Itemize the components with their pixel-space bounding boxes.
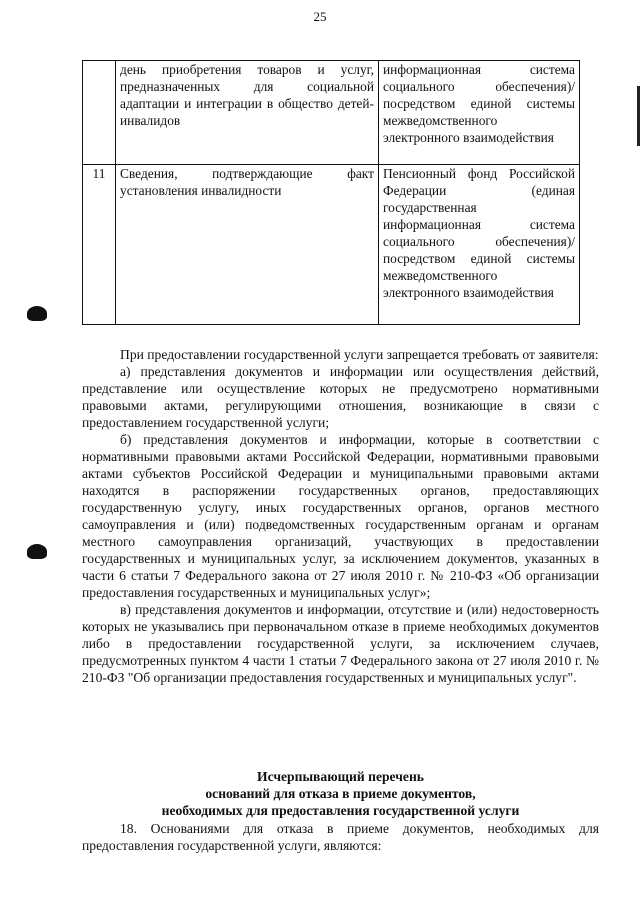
table-row: [83, 61, 580, 165]
prohibition-item-b: б) представления документов и информации, которые в соответствии с нормативными правовыми актами Российской Федерации, нормативными правовыми актами субъектов Российской Федерации и муниципальными правовыми актами находятся в распоряжении государственных органов, предоставляющих государственную услугу, иных государственных органов, органов местного самоуправления и (или) подведомственных государственным органам и органам местного самоуправления организаций, участвующих в предоставлении государственных и муниципальных услуг, за исключением документов, указанных в части 6 статьи 7 Федерального закона от 27 июля 2010 г. № 210-ФЗ «Об организации предоставления государственных и муниципальных услуг»;: [82, 432, 599, 600]
paragraph-18: 18. Основаниями для отказа в приеме документов, необходимых для предоставления государственной услуги, являются:: [82, 821, 599, 853]
heading-line-1: Исчерпывающий перечень: [257, 769, 424, 784]
paragraph-18-block: [82, 820, 599, 854]
prohibition-intro: При предоставлении государственной услуги запрещается требовать от заявителя:: [120, 347, 599, 362]
document-info-cell: Сведения, подтверждающие факт установления инвалидности: [116, 165, 379, 325]
section-heading: [82, 768, 599, 819]
heading-line-3: необходимых для предоставления государственной услуги: [161, 803, 520, 818]
document-info-cell: день приобретения товаров и услуг, предназначенных для социальной адаптации и интеграции в общество детей-инвалидов: [116, 61, 379, 165]
table-row: [83, 165, 580, 325]
source-cell: информационная система социального обеспечения)/посредством единой системы межведомственного электронного взаимодействия: [379, 61, 580, 165]
prohibition-item-a: а) представления документов и информации или осуществления действий, представление или осуществление которых не предусмотрено нормативными правовыми актами, регулирующими отношения, возникающие в связи с предоставлением государственной услуги;: [82, 364, 599, 430]
prohibition-item-v: в) представления документов и информации, отсутствие и (или) недостоверность которых не указывались при первоначальном отказе в приеме необходимых документов либо в предоставлении государственной услуги, за исключением случаев, предусмотренных пунктом 4 части 1 статьи 7 Федерального закона от 27 июля 2010 г. № 210-ФЗ "Об организации предоставления государственных и муниципальных услуг".: [82, 602, 599, 685]
row-number-cell: 11: [83, 165, 116, 325]
source-cell: Пенсионный фонд Российской Федерации (единая государственная информационная система социального обеспечения)/посредством единой системы межведомственного электронного взаимодействия: [379, 165, 580, 325]
page-number: 25: [313, 9, 327, 24]
heading-line-2: оснований для отказа в приеме документов,: [205, 786, 476, 801]
row-number-cell: [83, 61, 116, 165]
documents-table: [82, 60, 580, 325]
punch-hole-mark: [27, 306, 47, 321]
punch-hole-mark: [27, 544, 47, 559]
prohibition-section: [82, 346, 599, 686]
